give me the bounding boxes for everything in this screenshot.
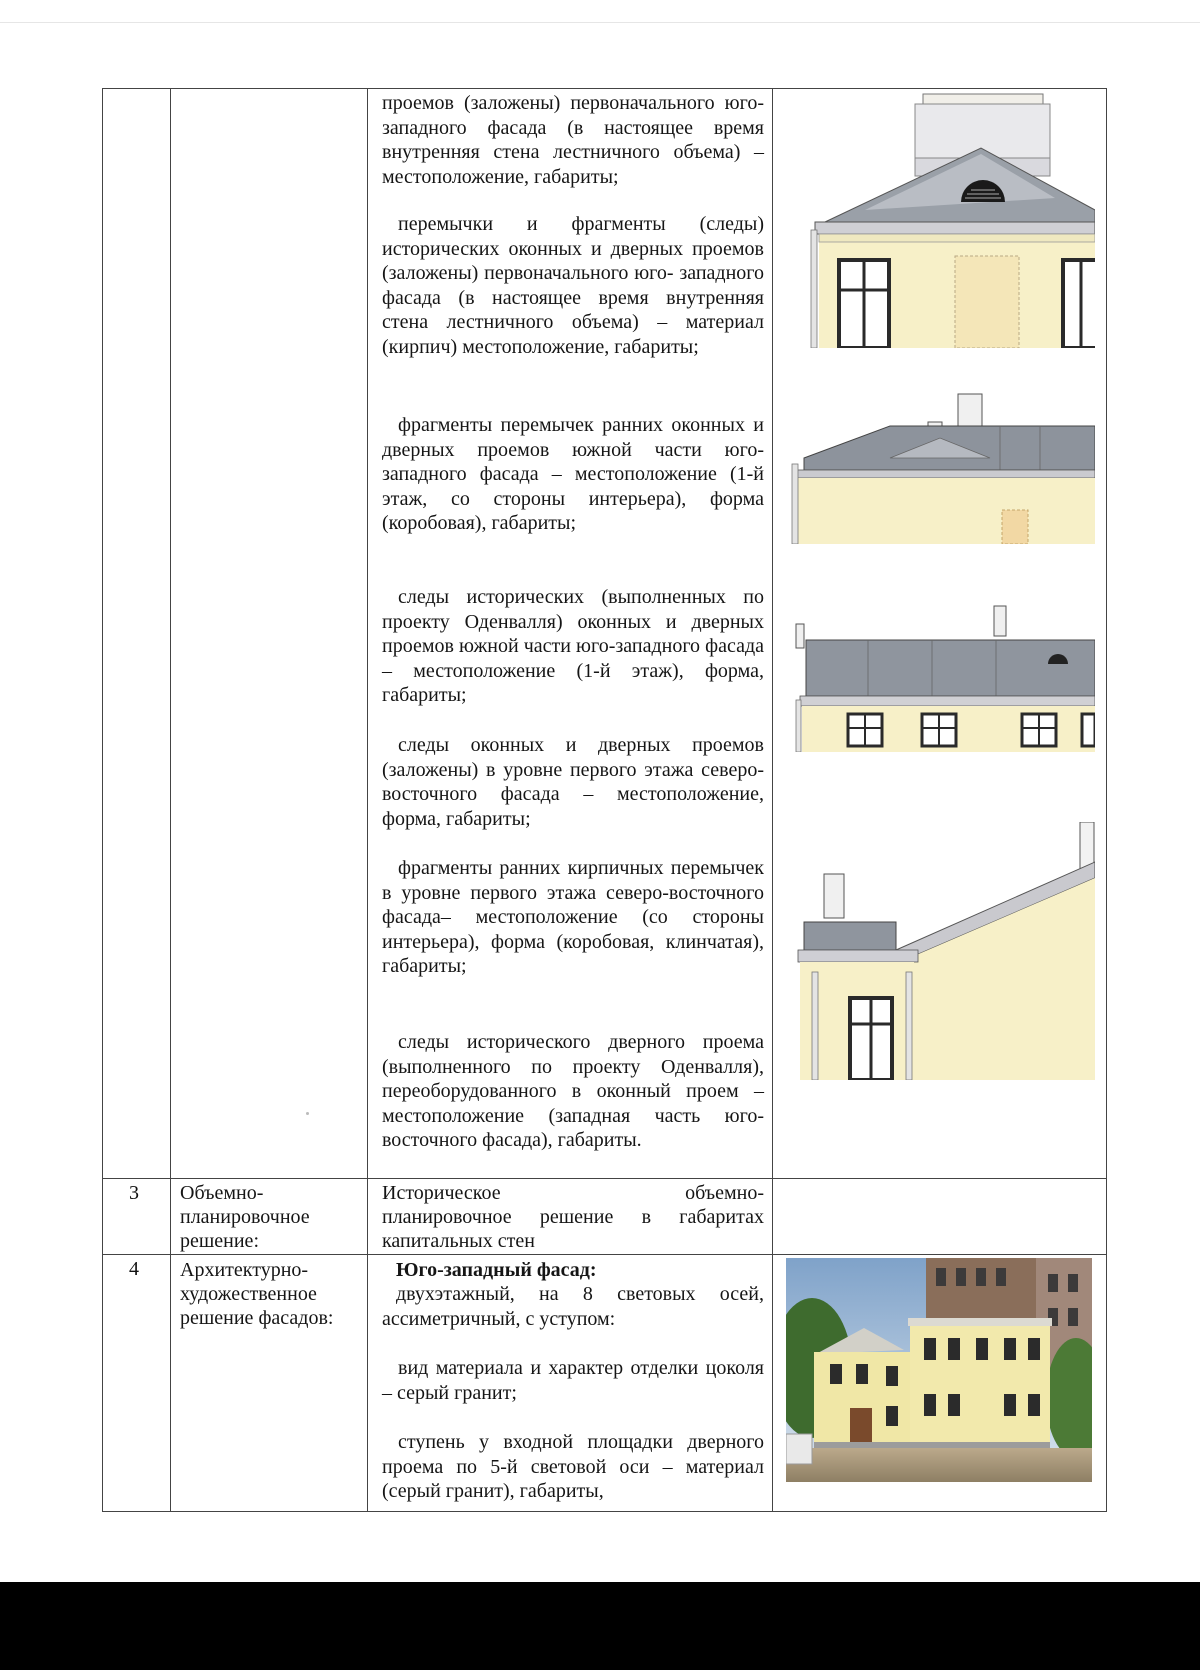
row-3-title-line-1: Объемно- <box>180 1182 264 1204</box>
row-3-number: 3 <box>129 1182 139 1204</box>
row-4-title-line-3: решение фасадов: <box>180 1307 334 1329</box>
scan-border <box>0 1582 1200 1670</box>
row-4-title-line-1: Архитектурно- <box>180 1259 309 1281</box>
table-border-left <box>102 88 103 1512</box>
table-col-divider-2 <box>367 88 368 1512</box>
table-col-divider-3 <box>772 88 773 1512</box>
facade-drawing-roof-chimney <box>790 392 1095 544</box>
table-border-right <box>1106 88 1107 1512</box>
row-3-title-line-2: планировочное <box>180 1206 310 1228</box>
paragraph-5: следы оконных и дверных проемов (заложены) в уровне первого этажа северо- восточного фасада – местоположение, форма, габариты; <box>382 734 764 830</box>
facade-drawing-northeast <box>796 822 1095 1080</box>
row-4-title-line-2: художественное <box>180 1283 317 1305</box>
paragraph-4: следы исторических (выполненных по проекту Оденвалля) оконных и дверных проемов южной части юго-западного фасада – местоположение (1-й этаж), форма, габариты; <box>382 586 764 706</box>
facade-drawing-south-part <box>792 604 1095 752</box>
row-divider-4 <box>102 1254 1107 1255</box>
row-4-number: 4 <box>129 1258 139 1280</box>
row-3-text-line-1: Историческое объемно- <box>382 1182 764 1204</box>
building-photo <box>786 1258 1092 1482</box>
paragraph-2: перемычки и фрагменты (следы) исторических оконных и дверных проемов (заложены) первоначального юго- западного фасада (в настоящее время внутренняя стена лестничного объема) – материал (кирпич) местоположение, габариты; <box>382 213 764 358</box>
row-3-title-line-3: решение: <box>180 1230 259 1252</box>
paragraph-3: фрагменты перемычек ранних оконных и дверных проемов южной части юго-западного фасада – местоположение (1-й этаж, со стороны интерьера), форма (коробовая), габариты; <box>382 414 764 534</box>
row-4-paragraph-3: ступень у входной площадки дверного проема по 5-й световой оси – материал (серый гранит), габариты, <box>382 1431 764 1502</box>
scan-speck <box>306 1112 309 1115</box>
paragraph-6: фрагменты ранних кирпичных перемычек в уровне первого этажа северо-восточного фасада– местоположение (со стороны интерьера), форма (коробовая, клинчатая), габариты; <box>382 857 764 977</box>
paragraph-7: следы исторического дверного проема (выполненного по проекту Оденвалля), переоборудованного в оконный проем – местоположение (западная часть юго-восточного фасада), габариты. <box>382 1031 764 1151</box>
row-3-text-line-2: планировочное решение в габаритах <box>382 1206 764 1228</box>
row-3-text-line-3: капитальных стен <box>382 1230 535 1252</box>
facade-drawing-gable <box>805 90 1095 348</box>
row-4-paragraph-1: двухэтажный, на 8 световых осей, ассиметричный, с уступом: <box>382 1283 764 1330</box>
row-4-paragraph-2: вид материала и характер отделки цоколя – серый гранит; <box>382 1357 764 1404</box>
row-divider-3 <box>102 1178 1107 1179</box>
paragraph-1: проемов (заложены) первоначального юго- западного фасада (в настоящее время внутренняя стена лестничного объема) – местоположение, габариты; <box>382 92 764 188</box>
row-4-heading: Юго-западный фасад: <box>396 1259 597 1281</box>
page-top-edge <box>0 22 1200 23</box>
table-border-bottom <box>102 1511 1107 1512</box>
table-col-divider-1 <box>170 88 171 1512</box>
